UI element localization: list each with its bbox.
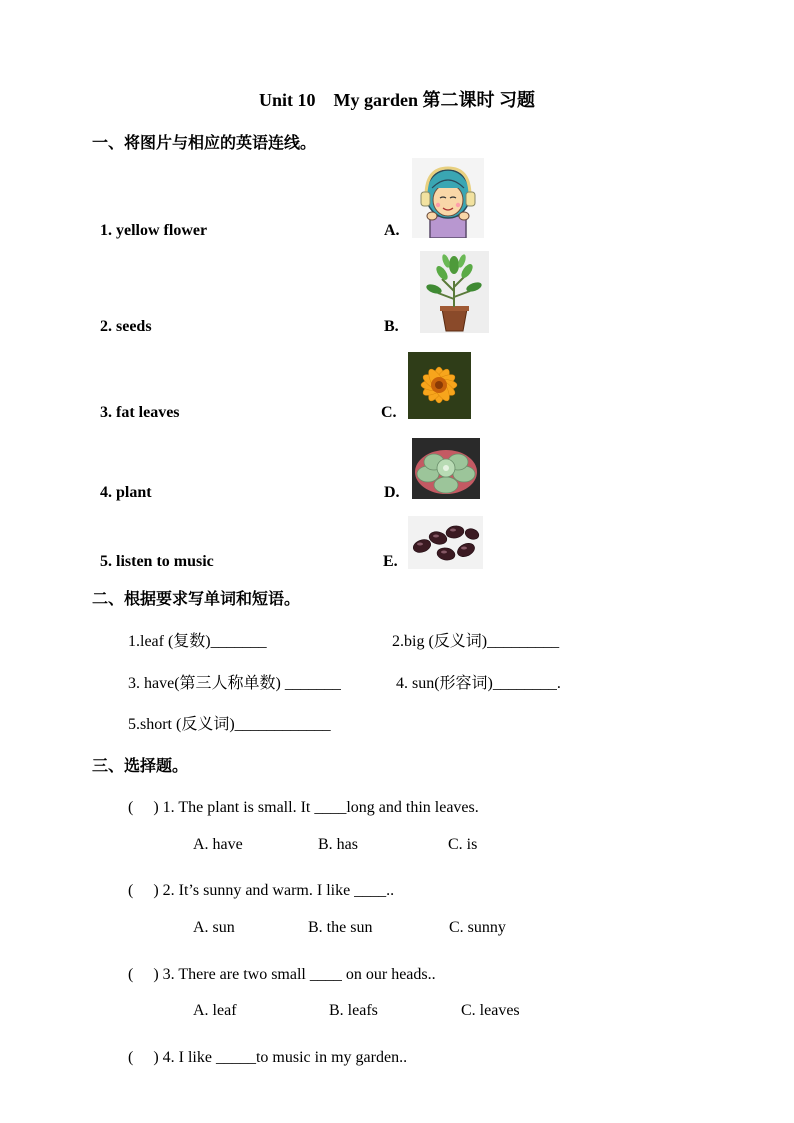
fill-item-4: 4. sun(形容词)________. [396,675,561,692]
question-2-option-a: A. sun [193,919,235,936]
question-3-option-a: A. leaf [193,1002,237,1019]
question-4-stem: ( ) 4. I like _____to music in my garden.. [128,1049,408,1066]
question-3-option-c: C. leaves [461,1002,520,1019]
fill-item-2: 2.big (反义词)_________ [392,633,560,650]
question-3-option-b: B. leafs [329,1002,378,1019]
section3-heading: 三、选择题。 [92,758,189,775]
potted-plant-picture [420,251,489,333]
seeds-picture [408,516,483,569]
match-letter-d: D. [384,484,400,501]
match-letter-b: B. [384,318,399,335]
girl-headphones-picture [412,158,484,238]
section1-heading: 一、将图片与相应的英语连线。 [92,135,317,152]
question-1-option-a: A. have [193,836,243,853]
match-word-1: 1. yellow flower [100,222,208,239]
match-letter-a: A. [384,222,400,239]
question-2-option-c: C. sunny [449,919,506,936]
match-word-2: 2. seeds [100,318,152,335]
question-1-option-c: C. is [448,836,478,853]
fill-item-1: 1.leaf (复数)_______ [128,633,267,650]
match-word-3: 3. fat leaves [100,404,180,421]
page-title: Unit 10 My garden 第二课时 习题 [259,90,535,110]
question-2-stem: ( ) 2. It’s sunny and warm. I like ____.. [128,882,395,899]
match-word-5: 5. listen to music [100,553,214,570]
match-word-4: 4. plant [100,484,152,501]
question-1-option-b: B. has [318,836,358,853]
section2-heading: 二、根据要求写单词和短语。 [92,591,301,608]
yellow-flower-picture [408,352,471,419]
question-3-stem: ( ) 3. There are two small ____ on our heads.. [128,966,436,983]
fill-item-3: 3. have(第三人称单数) _______ [128,675,341,692]
question-1-stem: ( ) 1. The plant is small. It ____long and thin leaves. [128,799,479,816]
question-2-option-b: B. the sun [308,919,373,936]
succulent-picture [412,438,480,499]
match-letter-c: C. [381,404,397,421]
match-letter-e: E. [383,553,398,570]
fill-item-5: 5.short (反义词)____________ [128,716,331,733]
